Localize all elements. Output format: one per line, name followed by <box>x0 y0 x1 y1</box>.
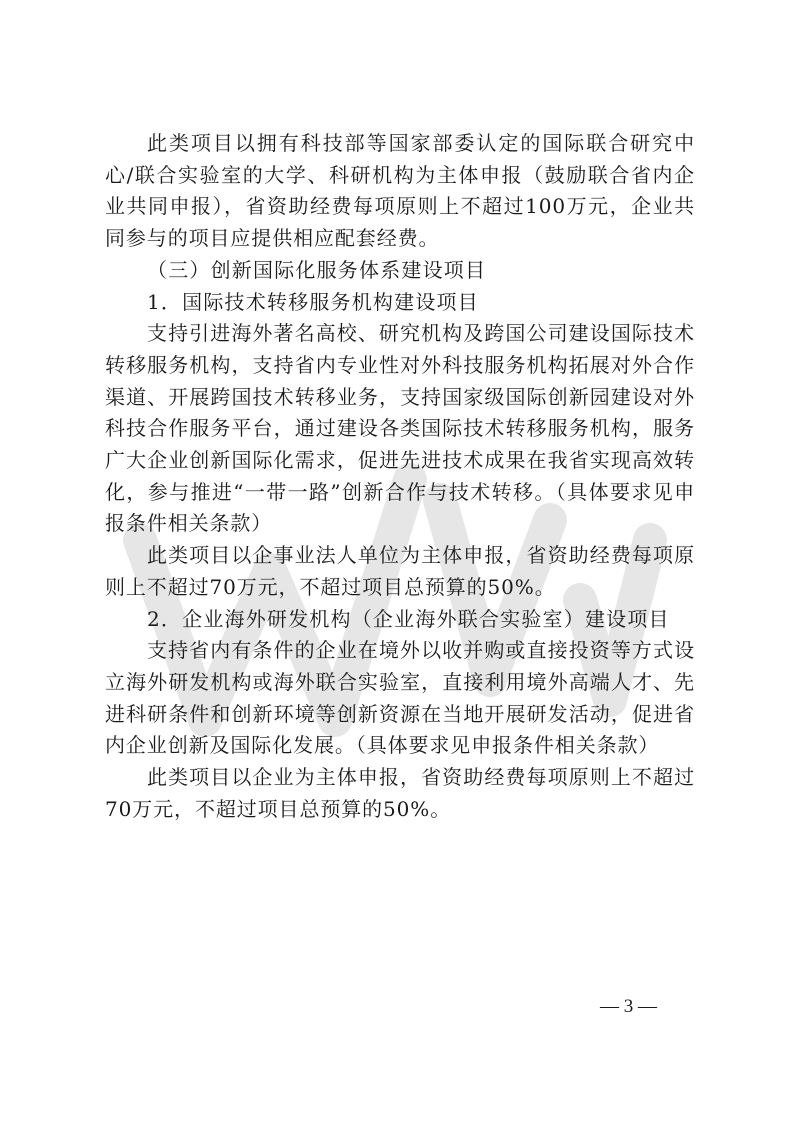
subsection-heading-1: 1．国际技术转移服务机构建设项目 <box>147 289 479 314</box>
paragraph-1: 此类项目以拥有科技部等国家部委认定的国际联合研究中心/联合实验室的大学、科研机构为主体申报（鼓励联合省内企业共同申报），省资助经费每项原则上不超过100万元，企业共同参与的项目应提供相应配套经费。 <box>105 131 695 251</box>
paragraph-2: 支持引进海外著名高校、研究机构及跨国公司建设国际技术转移服务机构，支持省内专业性对外科技服务机构拓展对外合作渠道、开展跨国技术转移业务，支持国家级国际创新园建设对外科技合作服务平台，通过建设各类国际技术转移服务机构，服务广大企业创新国际化需求，促进先进技术成果在我省实现高效转化，参与推进“一带一路”创新合作与技术转移。（具体要求见申报条件相关条款） <box>105 321 695 536</box>
paragraph-5: 此类项目以企业为主体申报，省资助经费每项原则上不超过70万元，不超过项目总预算的50%。 <box>105 765 695 821</box>
section-heading-3: （三）创新国际化服务体系建设项目 <box>147 257 487 282</box>
page-number: — 3 — <box>600 996 657 1017</box>
document-body <box>105 128 695 825</box>
paragraph-3: 此类项目以企事业法人单位为主体申报，省资助经费每项原则上不超过70万元，不超过项目总预算的50%。 <box>105 543 695 599</box>
subsection-heading-2: 2．企业海外研发机构（企业海外联合实验室）建设项目 <box>147 606 670 631</box>
paragraph-4: 支持省内有条件的企业在境外以收并购或直接投资等方式设立海外研发机构或海外联合实验室，直接利用境外高端人才、先进科研条件和创新环境等创新资源在当地开展研发活动，促进省内企业创新及国际化发展。（具体要求见申报条件相关条款） <box>105 638 695 758</box>
